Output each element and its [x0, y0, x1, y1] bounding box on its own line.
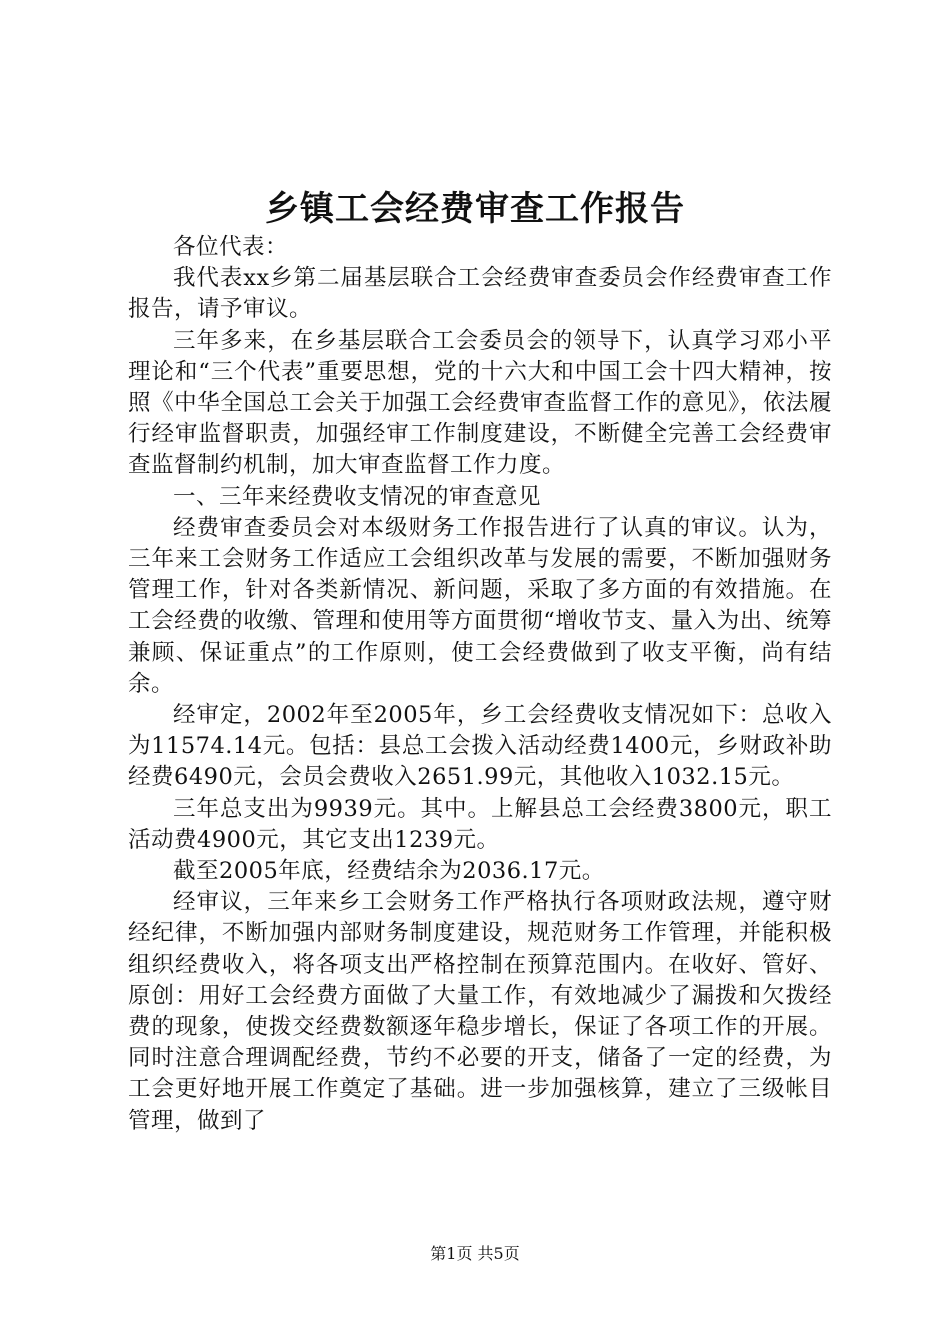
expenditure-paragraph: 三年总支出为9939元。其中。上解县总工会经费3800元，职工活动费4900元，其它支出1239元。: [128, 795, 832, 853]
balance-paragraph: 截至2005年底，经费结余为2036.17元。: [173, 858, 605, 885]
review-opinion-paragraph: 经费审查委员会对本级财务工作报告进行了认真的审议。认为，三年来工会财务工作适应工会组织改革与发展的需要，不断加强财务管理工作，针对各类新情况、新问题，采取了多方面的有效措施。在工会经费的收缴、管理和使用等方面贯彻“增收节支、量入为出、统筹兼顾、保证重点”的工作原则，使工会经费做到了收支平衡，尚有结余。: [128, 514, 832, 697]
page-footer: 第1页 共5页: [430, 1244, 520, 1263]
document-body: [128, 232, 832, 1137]
document-title: 乡镇工会经费审查工作报告: [265, 189, 685, 229]
income-paragraph: 经审定，2002年至2005年，乡工会经费收支情况如下：总收入为11574.14元。包括：县总工会拨入活动经费1400元，乡财政补助经费6490元，会员会费收入2651.99元，其他收入1032.15元。: [128, 702, 832, 791]
overview-paragraph: 三年多来，在乡基层联合工会委员会的领导下，认真学习邓小平理论和“三个代表”重要思想，党的十六大和中国工会十四大精神，按照《中华全国总工会关于加强工会经费审查监督工作的意见》，依法履行经审监督职责，加强经审工作制度建设，不断健全完善工会经费审查监督制约机制，加大审查监督工作力度。: [128, 327, 832, 479]
intro-paragraph: 我代表xx乡第二届基层联合工会经费审查委员会作经费审查工作报告，请予审议。: [128, 265, 832, 323]
salutation-paragraph: 各位代表：: [173, 234, 289, 260]
assessment-paragraph: 经审议，三年来乡工会财务工作严格执行各项财政法规，遵守财经纪律，不断加强内部财务制度建设，规范财务工作管理，并能积极组织经费收入，将各项支出严格控制在预算范围内。在收好、管好、原创：用好工会经费方面做了大量工作，有效地减少了漏拨和欠拨经费的现象，使拨交经费数额逐年稳步增长，保证了各项工作的开展。同时注意合理调配经费，节约不必要的开支，储备了一定的经费，为工会更好地开展工作奠定了基础。进一步加强核算，建立了三级帐目管理，做到了: [128, 889, 832, 1134]
section-heading: 一、三年来经费收支情况的审查意见: [173, 483, 542, 510]
